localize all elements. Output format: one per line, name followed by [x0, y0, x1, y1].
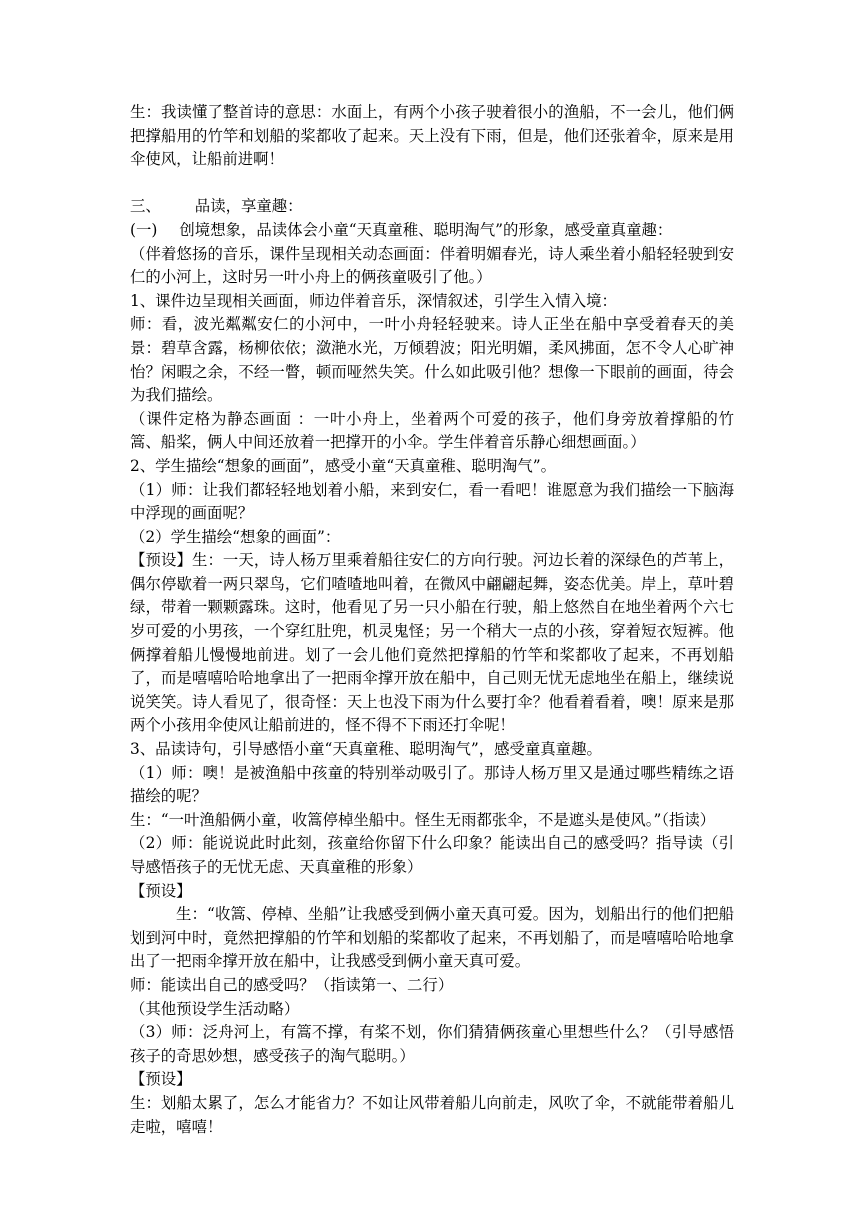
section-title: 品读，享童趣： [194, 197, 303, 216]
section-number: 三、 [130, 197, 161, 216]
paragraph-step-1: 1、课件边呈现相关画面，师边伴着音乐，深情叙述，引学生入情入境： [130, 291, 617, 310]
paragraph-preset-story: 【预设】生：一天，诗人杨万里乘着船往安仁的方向行驶。河边长着的深绿色的芦苇上，偶尔停歇着一两只翠鸟，它们喳喳地叫着，在微风中翩翩起舞，姿态优美。岸上，草叶碧绿，带着一颗颗露珠。这时，他看见了另一只小船在行驶，船上悠然自在地坐着两个六七岁可爱的小男孩，一个穿红肚兜，机灵鬼怪；另一个稍大一点的小孩，穿着短衣短裤。他俩撑着船儿慢慢地前进。划了一会儿他们竟然把撑船的竹竿和桨都收了起来，不再划船了，而是嘻嘻哈哈地拿出了一把雨伞撑开放在船中，自己则无忧无虑地坐在船上，继续说说笑笑。诗人看见了，很奇怪：天上也没下雨为什么要打伞？他看着看着，噢！原来是那两个小孩用伞使风让船前进的，怪不得不下雨还打伞呢！ [130, 551, 734, 735]
paragraph-step-3-1: （1）师：噢！是被渔船中孩童的特别举动吸引了。那诗人杨万里又是通过哪些精练之语描绘的呢？ [130, 763, 734, 806]
paragraph-music-note: （伴着悠扬的音乐，课件呈现相关动态画面：伴着明媚春光，诗人乘坐着小船轻轻驶到安仁的小河上，这时另一叶小舟上的俩孩童吸引了他。） [130, 244, 734, 287]
paragraph-step-2: 2、学生描绘“想象的画面”，感受小童“天真童稚、聪明淘气”。 [130, 456, 557, 475]
subsection-title: 创境想象，品读体会小童“天真童稚、聪明淘气”的形象，感受童真童趣： [179, 220, 673, 239]
paragraph-other-presets: （其他预设学生活动略） [130, 999, 300, 1018]
subsection-number: (一) [130, 220, 158, 239]
section-heading [130, 195, 734, 219]
paragraph-preset-answer: 生：“收篙、停棹、坐船”让我感受到俩小童天真可爱。因为，划船出行的他们把船划到河中时，竟然把撑船的竹竿和划船的桨都收了起来，不再划船了，而是嘻嘻哈哈地拿出了一把雨伞撑开放在船中，让我感受到俩小童天真可爱。 [130, 905, 734, 971]
paragraph-poem-reading: 生：“一叶渔船俩小童，收篙停棹坐船中。怪生无雨都张伞，不是遮头是使风。”（指读） [130, 810, 716, 829]
paragraph-preset-label-2: 【预设】 [130, 1070, 192, 1089]
paragraph-step-2-2: （2）学生描绘“想象的画面”： [130, 527, 341, 546]
paragraph-intro: 生：我读懂了整首诗的意思：水面上，有两个小孩子驶着很小的渔船，不一会儿，他们俩把撑船用的竹竿和划船的桨都收了起来。天上没有下雨，但是，他们还张着伞，原来是用伞使风，让船前进啊！ [130, 103, 734, 169]
document-page [130, 101, 734, 1139]
paragraph-teacher-narration: 师：看，波光粼粼安仁的小河中，一叶小舟轻轻驶来。诗人正坐在船中享受着春天的美景：碧草含露，杨柳依依；潋滟水光，万倾碧波；阳光明媚，柔风拂面，怎不令人心旷神怡？闲暇之余，不经一瞥，顿而哑然失笑。什么如此吸引他？想像一下眼前的画面，待会为我们描绘。 [130, 315, 734, 405]
subsection-heading [130, 219, 734, 243]
blank-line [130, 172, 734, 196]
paragraph-teacher-read: 师：能读出自己的感受吗？（指读第一、二行） [130, 975, 454, 994]
paragraph-step-3-2: （2）师：能说说此时此刻，孩童给你留下什么印象？能读出自己的感受吗？指导读（引导感悟孩子的无忧无虑、天真童稚的形象） [130, 834, 734, 876]
paragraph-static-scene: （课件定格为静态画面 ：一叶小舟上，坐着两个可爱的孩子，他们身旁放着撑船的竹篙、船桨，俩人中间还放着一把撑开的小伞。学生伴着音乐静心细想画面。） [130, 409, 734, 452]
paragraph-step-3-3: （3）师：泛舟河上，有篙不撑，有桨不划，你们猜猜俩孩童心里想些什么？（引导感悟孩子的奇思妙想，感受孩子的淘气聪明。） [130, 1023, 734, 1065]
paragraph-step-2-1: （1）师：让我们都轻轻地划着小船，来到安仁，看一看吧！谁愿意为我们描绘一下脑海中浮现的画面呢？ [130, 480, 734, 523]
paragraph-step-3: 3、品读诗句，引导感悟小童“天真童稚、聪明淘气”，感受童真童趣。 [130, 740, 602, 759]
paragraph-preset-label: 【预设】 [130, 881, 192, 900]
paragraph-final-answer: 生：划船太累了，怎么才能省力？不如让风带着船儿向前走，风吹了伞，不就能带着船儿走啦，嘻嘻！ [130, 1093, 734, 1136]
